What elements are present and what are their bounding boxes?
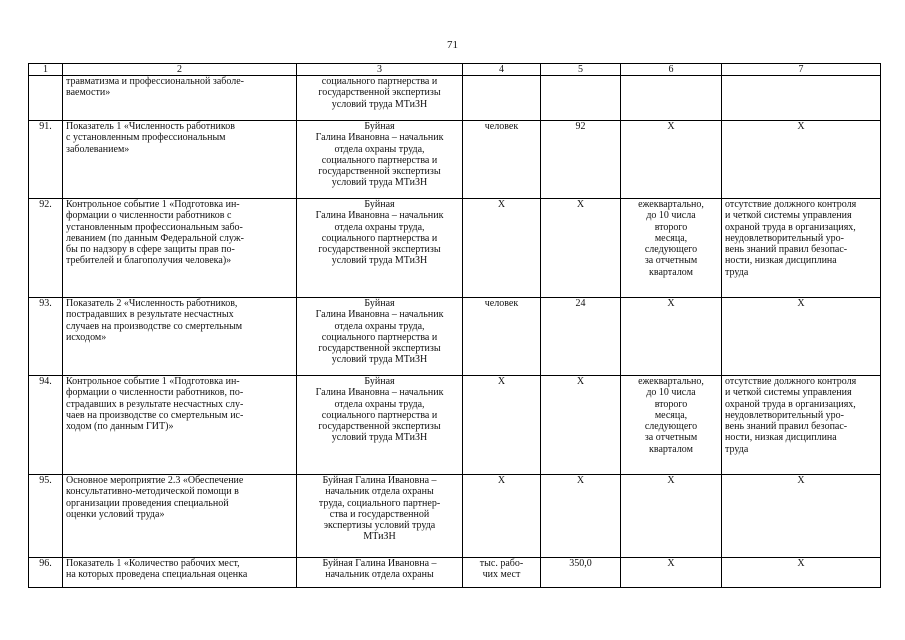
row-risk: X (722, 558, 881, 588)
row-value: 92 (541, 121, 621, 199)
row-value: X (541, 199, 621, 298)
table-row (29, 475, 881, 558)
row-responsible: Буйная Галина Ивановна – начальник отдела охраны труда, социального партнер- ства и государственной экспертизы условий труда МТиЗН (297, 475, 463, 558)
page-number: 71 (447, 39, 458, 51)
row-unit: X (463, 199, 541, 298)
row-deadline: ежеквартально, до 10 числа второго месяца, следующего за отчетным кварталом (621, 376, 722, 475)
row-name: Контрольное событие 1 «Подготовка ин- формации о численности работников с установленным профессиональным забо- леванием (по данным Федеральной служ- бы по надзору в сфере защиты прав по- требителей и благополучия человека)» (63, 199, 297, 298)
column-number: 6 (621, 64, 722, 76)
row-responsible: социального партнерства и государственной экспертизы условий труда МТиЗН (297, 76, 463, 121)
row-unit: X (463, 376, 541, 475)
row-deadline: X (621, 298, 722, 376)
row-unit (463, 76, 541, 121)
row-deadline: X (621, 475, 722, 558)
table-row (29, 376, 881, 475)
row-deadline: ежеквартально, до 10 числа второго месяца, следующего за отчетным кварталом (621, 199, 722, 298)
row-deadline: X (621, 121, 722, 199)
row-number: 92. (29, 199, 63, 298)
row-number: 91. (29, 121, 63, 199)
row-name: Основное мероприятие 2.3 «Обеспечение консультативно-методической помощи в организации проведения специальной оценки условий труда» (63, 475, 297, 558)
row-risk: отсутствие должного контроля и четкой системы управления охраной труда в организациях, неудовлетворительный уро- вень знаний правил безопас- ности, низкая дисциплина труда (722, 376, 881, 475)
column-number: 3 (297, 64, 463, 76)
row-value: X (541, 376, 621, 475)
row-responsible: Буйная Галина Ивановна – начальник отдела охраны труда, социального партнерства и государственной экспертизы условий труда МТиЗН (297, 376, 463, 475)
row-risk: X (722, 121, 881, 199)
row-responsible: Буйная Галина Ивановна – начальник отдела охраны (297, 558, 463, 588)
row-number: 94. (29, 376, 63, 475)
column-number: 4 (463, 64, 541, 76)
row-unit: человек (463, 298, 541, 376)
row-deadline (621, 76, 722, 121)
row-value: 24 (541, 298, 621, 376)
row-name: Показатель 1 «Количество рабочих мест, на которых проведена специальная оценка (63, 558, 297, 588)
table-row (29, 76, 881, 121)
indicators-table (28, 63, 881, 588)
column-number: 5 (541, 64, 621, 76)
row-name: Показатель 2 «Численность работников, пострадавших в результате несчастных случаев на производстве со смертельным исходом» (63, 298, 297, 376)
row-unit: тыс. рабо- чих мест (463, 558, 541, 588)
row-number (29, 76, 63, 121)
row-responsible: Буйная Галина Ивановна – начальник отдела охраны труда, социального партнерства и государственной экспертизы условий труда МТиЗН (297, 121, 463, 199)
row-number: 96. (29, 558, 63, 588)
row-risk: отсутствие должного контроля и четкой системы управления охраной труда в организациях, неудовлетворительный уро- вень знаний правил безопас- ности, низкая дисциплина труда (722, 199, 881, 298)
column-number: 7 (722, 64, 881, 76)
row-unit: человек (463, 121, 541, 199)
row-name: травматизма и профессиональной заболе- ваемости» (63, 76, 297, 121)
column-number: 2 (63, 64, 297, 76)
row-name: Контрольное событие 1 «Подготовка ин- формации о численности работников, по- страдавших в результате несчастных слу- чаев на производстве со смертельным ис- ходом (по данным ГИТ)» (63, 376, 297, 475)
row-value (541, 76, 621, 121)
table-row (29, 298, 881, 376)
row-unit: X (463, 475, 541, 558)
row-number: 95. (29, 475, 63, 558)
row-name: Показатель 1 «Численность работников с установленным профессиональным заболеванием» (63, 121, 297, 199)
column-numbers-row (29, 64, 881, 76)
row-risk (722, 76, 881, 121)
column-number: 1 (29, 64, 63, 76)
table-row (29, 558, 881, 588)
table-row (29, 199, 881, 298)
row-value: 350,0 (541, 558, 621, 588)
row-deadline: X (621, 558, 722, 588)
row-value: X (541, 475, 621, 558)
row-risk: X (722, 298, 881, 376)
row-responsible: Буйная Галина Ивановна – начальник отдела охраны труда, социального партнерства и государственной экспертизы условий труда МТиЗН (297, 199, 463, 298)
table-row (29, 121, 881, 199)
row-risk: X (722, 475, 881, 558)
row-responsible: Буйная Галина Ивановна – начальник отдела охраны труда, социального партнерства и государственной экспертизы условий труда МТиЗН (297, 298, 463, 376)
row-number: 93. (29, 298, 63, 376)
